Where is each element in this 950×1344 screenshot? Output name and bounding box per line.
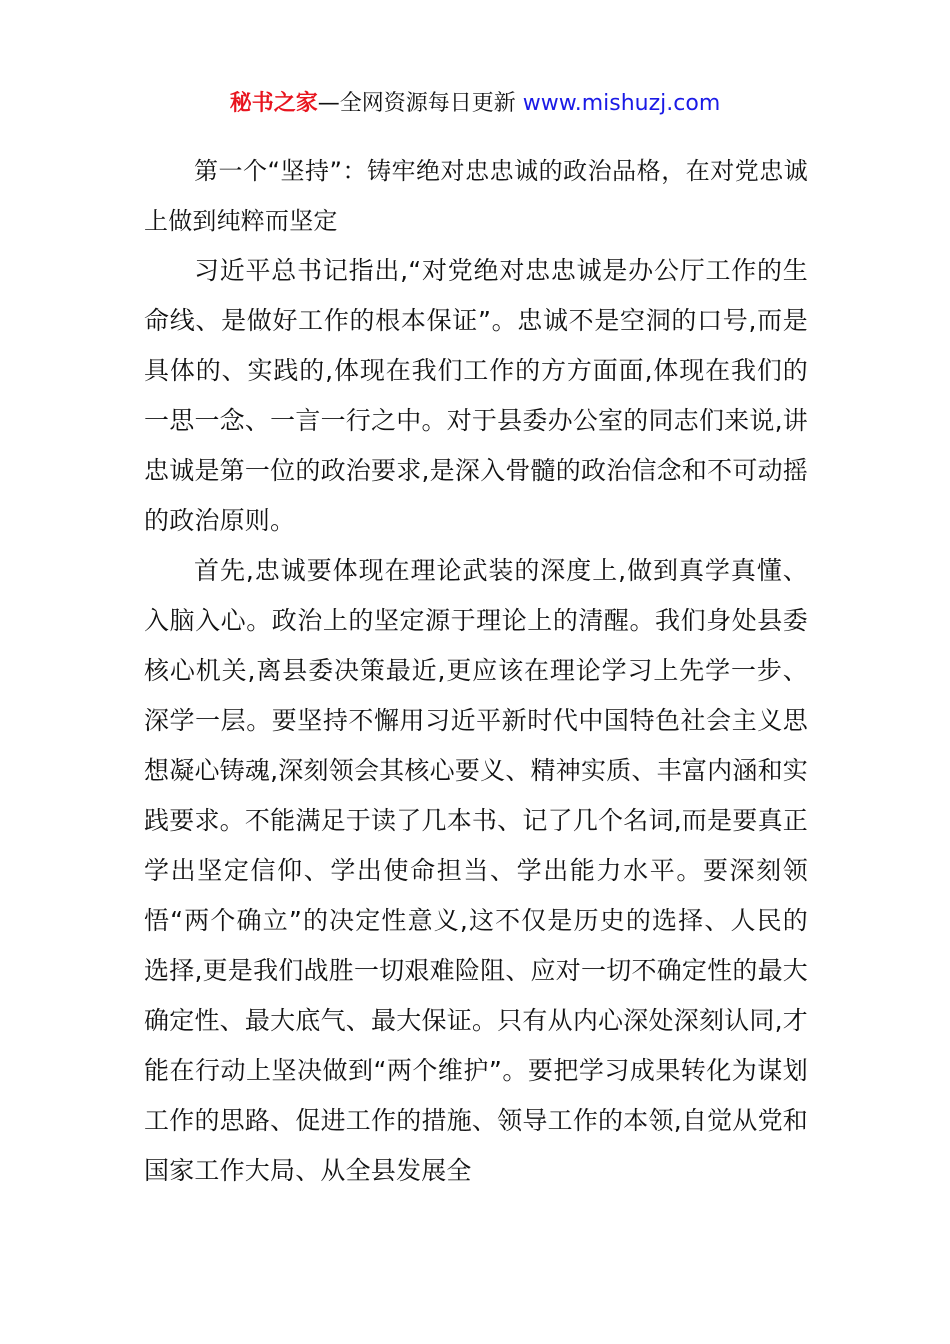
- header-tagline: —全网资源每日更新: [317, 91, 523, 116]
- brand-name: 秘书之家: [229, 91, 318, 116]
- section-heading: 第一个“坚持”：铸牢绝对忠忠诚的政治品格，在对党忠诚上做到纯粹而坚定: [144, 157, 808, 235]
- document-body: [144, 146, 808, 1196]
- paragraph-1: 习近平总书记指出,“对党绝对忠忠诚是办公厅工作的生命线、是做好工作的根本保证”。忠诚不是空洞的口号,而是具体的、实践的,体现在我们工作的方方面面,体现在我们的一思一念、一言一行之中。对于县委办公室的同志们来说,讲忠诚是第一位的政治要求,是深入骨髓的政治信念和不可动摇的政治原则。: [144, 256, 808, 535]
- paragraph-2: 首先,忠诚要体现在理论武装的深度上,做到真学真懂、入脑入心。政治上的坚定源于理论上的清醒。我们身处县委核心机关,离县委决策最近,更应该在理论学习上先学一步、深学一层。要坚持不懈用习近平新时代中国特色社会主义思想凝心铸魂,深刻领会其核心要义、精神实质、丰富内涵和实践要求。不能满足于读了几本书、记了几个名词,而是要真正学出坚定信仰、学出使命担当、学出能力水平。要深刻领悟“两个确立”的决定性意义,这不仅是历史的选择、人民的选择,更是我们战胜一切艰难险阻、应对一切不确定性的最大确定性、最大底气、最大保证。只有从内心深处深刻认同,才能在行动上坚决做到“两个维护”。要把学习成果转化为谋划工作的思路、促进工作的措施、领导工作的本领,自觉从党和国家工作大局、从全县发展全: [144, 556, 808, 1185]
- site-header: [0, 88, 950, 120]
- site-url-link[interactable]: www.mishuzj.com: [522, 91, 721, 116]
